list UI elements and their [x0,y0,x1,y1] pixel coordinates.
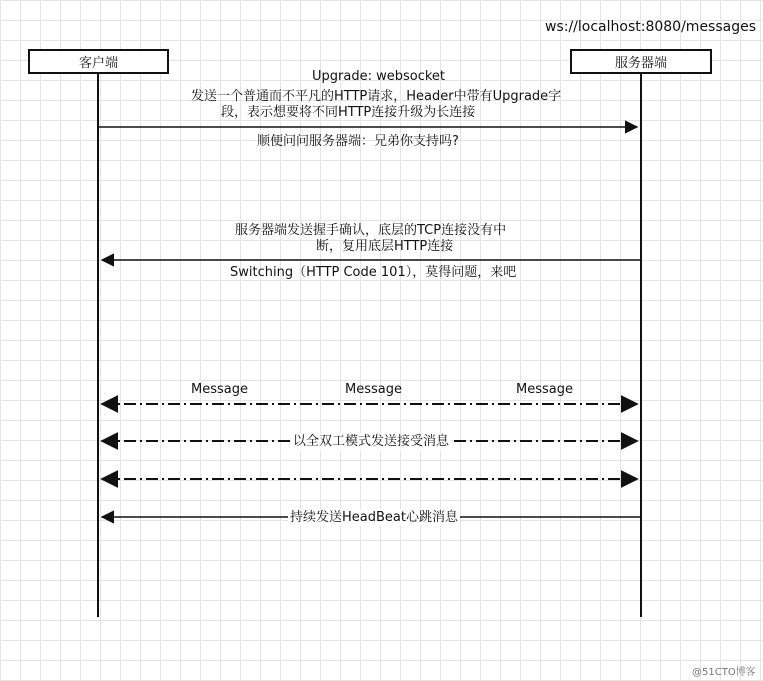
upgrade-desc-line1: 发送一个普通而不平凡的HTTP请求，Header中带有Upgrade字 [191,89,562,104]
switching-label: Switching（HTTP Code 101），莫得问题，来吧 [230,265,517,280]
upgrade-question-label: 顺便问问服务器端：兄弟你支持吗? [257,134,459,149]
server-box [570,49,712,74]
websocket-url: ws://localhost:8080/messages [545,19,757,35]
heartbeat-label: 持续发送HeadBeat心跳消息 [290,510,458,525]
message-label-left: Message [191,382,248,397]
message-label-middle: Message [345,382,402,397]
message-label-right: Message [516,382,573,397]
upgrade-desc-line2: 段，表示想要将不同HTTP连接升级为长连接 [221,105,476,120]
handshake-desc-line1: 服务器端发送握手确认，底层的TCP连接没有中 [235,223,507,238]
client-box [28,49,169,74]
watermark: @51CTO博客 [692,667,756,678]
server-label: 服务器端 [614,56,667,71]
client-label: 客户端 [78,56,118,71]
full-duplex-label: 以全双工模式发送接受消息 [293,434,450,449]
upgrade-header-label: Upgrade: websocket [312,69,446,84]
handshake-desc-line2: 断，复用底层HTTP连接 [316,239,454,254]
